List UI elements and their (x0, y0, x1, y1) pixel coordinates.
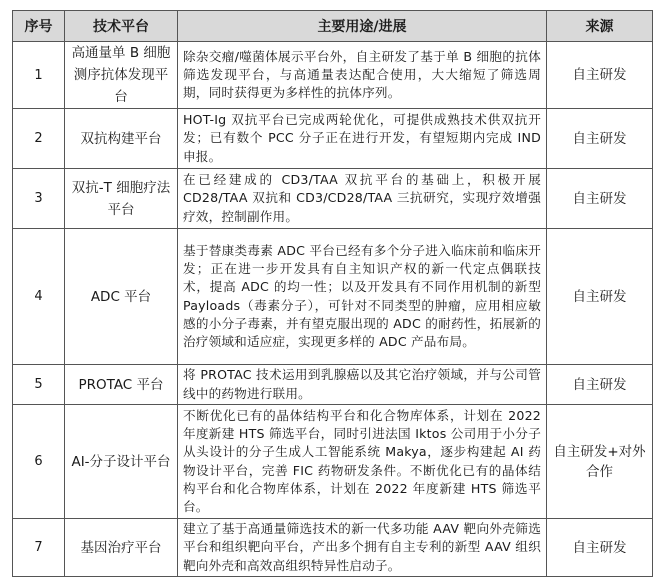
header-platform: 技术平台 (65, 11, 178, 42)
header-no: 序号 (13, 11, 65, 42)
platform-source: 自主研发 (547, 365, 653, 405)
row-number: 6 (13, 405, 65, 519)
platform-description: HOT-Ig 双抗平台已完成两轮优化，可提供成熟技术供双抗开发；已有数个 PCC 分子正在进行开发，有望短期内完成 IND 申报。 (178, 109, 547, 169)
platform-source: 自主研发 (547, 519, 653, 577)
table-row (13, 42, 653, 109)
row-number: 7 (13, 519, 65, 577)
platform-source: 自主研发 (547, 169, 653, 229)
table-row (13, 169, 653, 229)
tech-platform-table (12, 10, 653, 577)
platform-name: 双抗构建平台 (65, 109, 178, 169)
platform-name: ADC 平台 (65, 229, 178, 365)
platform-description: 在已经建成的 CD3/TAA 双抗平台的基础上，积极开展 CD28/TAA 双抗和 CD3/CD28/TAA 三抗研究，实现疗效增强疗效，控制副作用。 (178, 169, 547, 229)
platform-description: 不断优化已有的晶体结构平台和化合物库体系，计划在 2022 年度新建 HTS 筛选平台，同时引进法国 Iktos 公司用于小分子从头设计的分子生成人工智能系统 Makya，逐步构建起 AI 药物设计平台，完善 FIC 药物研发条件。不断优化已有的晶体结构平台和化合物库体系，计划在 2022 年度新建 HTS 筛选平台。 (178, 405, 547, 519)
row-number: 1 (13, 42, 65, 109)
header-usage: 主要用途/进展 (178, 11, 547, 42)
row-number: 3 (13, 169, 65, 229)
platform-name: 双抗-T 细胞疗法平台 (65, 169, 178, 229)
platform-source: 自主研发 (547, 109, 653, 169)
platform-source: 自主研发 (547, 42, 653, 109)
row-number: 5 (13, 365, 65, 405)
platform-description: 建立了基于高通量筛选技术的新一代多功能 AAV 靶向外壳筛选平台和组织靶向平台，产出多个拥有自主专利的新型 AAV 组织靶向外壳和高效高组织特异性启动子。 (178, 519, 547, 577)
platform-name: PROTAC 平台 (65, 365, 178, 405)
platform-source: 自主研发+对外合作 (547, 405, 653, 519)
table-row (13, 405, 653, 519)
header-source: 来源 (547, 11, 653, 42)
row-number: 4 (13, 229, 65, 365)
platform-name: 高通量单 B 细胞测序抗体发现平台 (65, 42, 178, 109)
table-row (13, 109, 653, 169)
platform-name: 基因治疗平台 (65, 519, 178, 577)
table-row (13, 229, 653, 365)
platform-name: AI-分子设计平台 (65, 405, 178, 519)
platform-description: 除杂交瘤/噬菌体展示平台外，自主研发了基于单 B 细胞的抗体筛选发现平台，与高通量表达配合使用，大大缩短了筛选周期，同时获得更为多样性的抗体序列。 (178, 42, 547, 109)
platform-description: 基于替康类毒素 ADC 平台已经有多个分子进入临床前和临床开发；正在进一步开发具有自主知识产权的新一代定点偶联技术，提高 ADC 的均一性；以及开发具有不同作用机制的新型 Payloads（毒素分子），可针对不同类型的肿瘤，应用相应敏感的小分子毒素，并有望克服出现的 ADC 的耐药性，拓展新的治疗领域和适应症，实现更多样的 ADC 产品布局。 (178, 229, 547, 365)
platform-source: 自主研发 (547, 229, 653, 365)
table-row (13, 519, 653, 577)
platform-description: 将 PROTAC 技术运用到乳腺癌以及其它治疗领域，并与公司管线中的药物进行联用。 (178, 365, 547, 405)
table-header-row (13, 11, 653, 42)
row-number: 2 (13, 109, 65, 169)
table-row (13, 365, 653, 405)
